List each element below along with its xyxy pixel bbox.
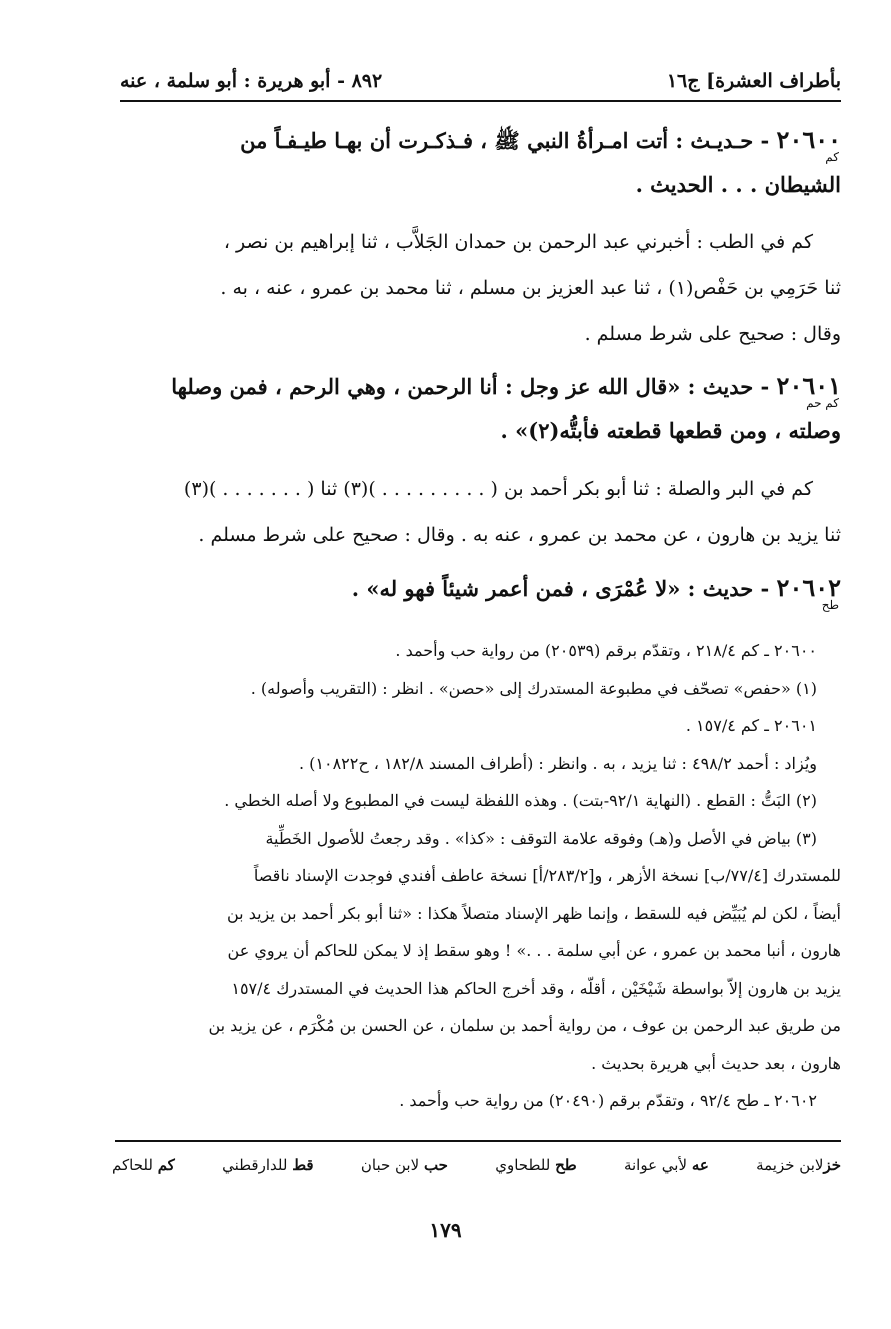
hadith-number: ٢٠٦٠١ كم حم — [776, 371, 841, 410]
abbrev-item: خزلابن خزيمة — [756, 1156, 841, 1174]
hadith-text-continued: وصلته ، ومن قطعها قطعته فأبتُّه(٢)» . — [500, 418, 841, 443]
abbrev-item: كم للحاكم — [112, 1156, 175, 1174]
footnote-line: هارون ، بعد حديث أبي هريرة بحديث . — [591, 1053, 841, 1073]
footnotes — [120, 632, 841, 1120]
hadith-number: ٢٠٦٠٢ طح — [776, 573, 841, 612]
abbrev-item: حب لابن حبان — [360, 1156, 448, 1174]
running-header — [120, 52, 841, 92]
isnad-20600 — [120, 219, 841, 357]
isnad-line: كم في البر والصلة : ثنا أبو بكر أحمد بن ( . . . . . . . . . )(٣) ثنا ( . . . . . . . )(٣) — [183, 478, 813, 500]
abbreviation-key — [112, 1156, 841, 1174]
footnote-line: هارون ، أنبا محمد بن عمرو ، عن أبي سلمة . . .» ! وهو سقط إذ لا يمكن للحاكم أن يروي عن — [227, 941, 841, 960]
footnote-line: أيضاً ، لكن لم يُبَيِّض فيه للسقط ، وإنما ظهر الإسناد متصلاً هكذا : «ثنا أبو بكر أحمد بن يزيد بن — [226, 903, 841, 923]
hadith-source-tag: كم حم — [806, 396, 839, 410]
abbrev-item: قط للدارقطني — [222, 1156, 314, 1174]
hadith-text-continued: الشيطان . . . الحديث . — [635, 172, 841, 197]
footnote-line: ٢٠٦٠٠ ـ كم ٢١٨/٤ ، وتقدّم برقم (٢٠٥٣٩) من رواية حب وأحمد . — [395, 641, 817, 660]
footnote-line: يزيد بن هارون إلاّ بواسطة شَيْخَيْن ، أقلّه ، وقد أخرج الحاكم هذا الحديث في المستدرك ١٥٧/٤ — [231, 978, 841, 998]
hadith-source-tag: طح — [821, 598, 839, 612]
footnote-line: ويُزاد : أحمد ٤٩٨/٢ : ثنا يزيد ، به . وانظر : (أطراف المسند ١٨٢/٨ ، ح١٠٨٢٢) . — [298, 753, 817, 773]
section-title: ٨٩٢ - أبو هريرة : أبو سلمة ، عنه — [120, 70, 383, 92]
page-number: ١٧٩ — [429, 1218, 462, 1242]
footer-rule — [115, 1140, 841, 1142]
footnote-line: (٣) بياض في الأصل و(هـ) وفوقه علامة التوقف : «كذا» . وقد رجعتُ للأصول الخَطِّية — [265, 828, 817, 848]
hadith-text: - حديث : «لا عُمْرَى ، فمن أعمر شيئاً فهو له» . — [351, 576, 770, 601]
hadith-20600 — [120, 118, 841, 207]
isnad-line: وقال : صحيح على شرط مسلم . — [584, 323, 841, 345]
isnad-line: ثنا حَرَمِي بن حَفْص(١) ، ثنا عبد العزيز بن مسلم ، ثنا محمد بن عمرو ، عنه ، به . — [220, 277, 841, 299]
footnote-line: ٢٠٦٠٢ ـ طح ٩٢/٤ ، وتقدّم برقم (٢٠٤٩٠) من رواية حب وأحمد . — [399, 1091, 817, 1110]
isnad-20601 — [120, 466, 841, 558]
footnote-line: للمستدرك [٧٧/٤/ب] نسخة الأزهر ، و[٢٨٣/٢/أ] نسخة عاطف أفندي فوجدت الإسناد ناقصاً — [253, 866, 841, 885]
footnote-line: (٢) البَتُّ : القطع . (النهاية ٩٢/١-بتت) . وهذه اللفظة ليست في المطبوع ولا أصله الخطي . — [224, 791, 817, 810]
footnote-line: من طريق عبد الرحمن بن عوف ، من رواية أحمد بن سلمان ، عن الحسن بن مُكْرَم ، عن يزيد بن — [208, 1016, 841, 1035]
footnote-line: ٢٠٦٠١ ـ كم ١٥٧/٤ . — [685, 716, 817, 735]
hadith-text: - حـديـث : أتت امـرأةُ النبي ﷺ ، فـذكـرت أن بهـا طيـفـاً من — [240, 128, 770, 153]
footnote-line: (١) «حفص» تصحّف في مطبوعة المستدرك إلى «حصن» . انظر : (التقريب وأصوله) . — [250, 678, 817, 698]
abbrev-item: طح للطحاوي — [495, 1156, 577, 1174]
hadith-20602 — [120, 566, 841, 611]
book-title: بأطراف العشرة] ج١٦ — [666, 70, 841, 92]
hadith-source-tag: كم — [825, 150, 839, 164]
isnad-line: ثنا يزيد بن هارون ، عن محمد بن عمرو ، عنه به . وقال : صحيح على شرط مسلم . — [198, 524, 841, 546]
hadith-text: - حديث : «قال الله عز وجل : أنا الرحمن ، وهي الرحم ، فمن وصلها — [171, 374, 770, 399]
abbrev-item: عه لأبي عوانة — [623, 1156, 709, 1174]
header-rule — [120, 100, 841, 102]
hadith-number: ٢٠٦٠٠ كم — [776, 125, 841, 164]
isnad-line: كم في الطب : أخبرني عبد الرحمن بن حمدان الجَلاَّب ، ثنا إبراهيم بن نصر ، — [223, 231, 813, 253]
hadith-20601 — [120, 364, 841, 453]
